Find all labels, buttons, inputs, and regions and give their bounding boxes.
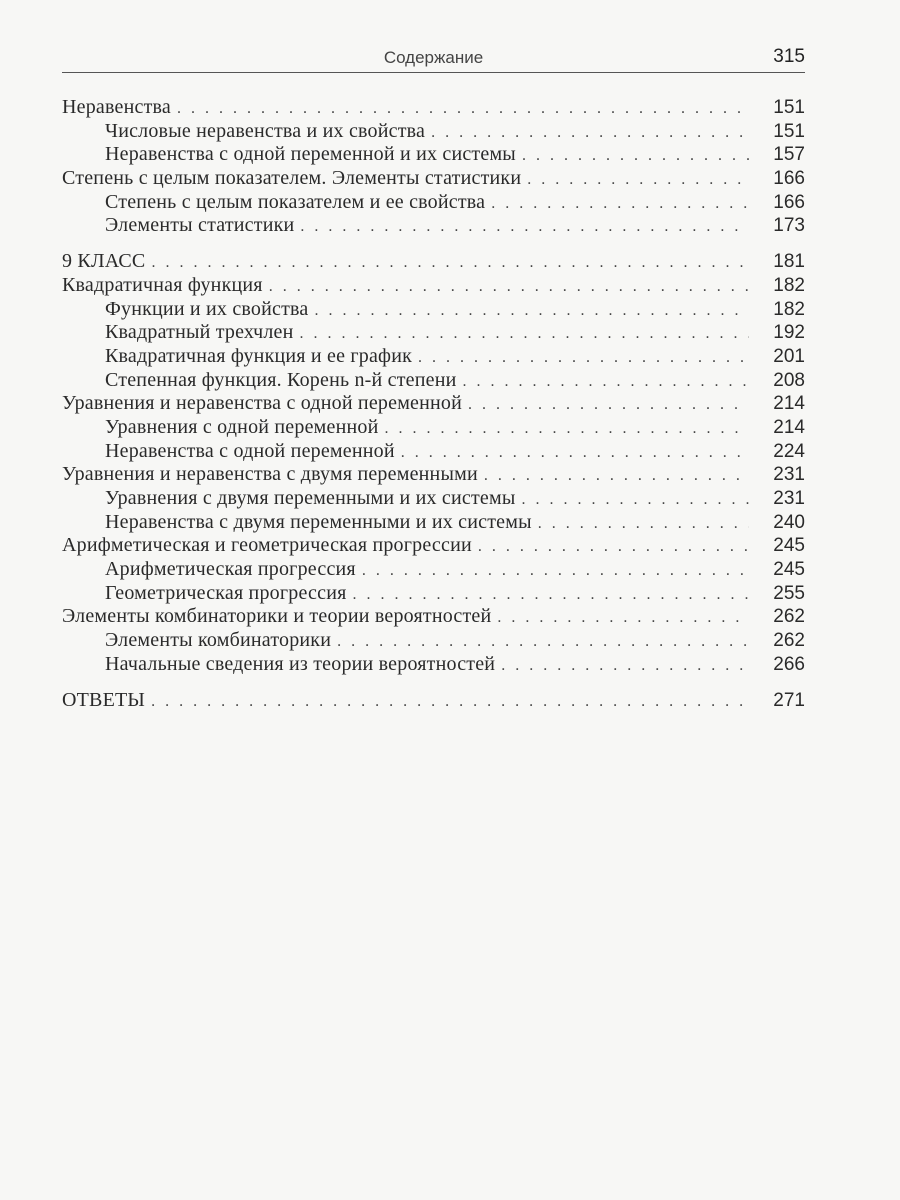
toc-entry-title: Элементы комбинаторики	[105, 629, 332, 652]
toc-entry-integer-power-properties	[62, 191, 805, 215]
toc-entry-page: 157	[773, 144, 805, 166]
toc-entry-title: Степень с целым показателем и ее свойства	[105, 190, 486, 213]
toc-entry-page: 214	[773, 393, 805, 415]
toc-entry-title: Уравнения и неравенства с одной переменной	[62, 392, 463, 415]
toc-leader-dots	[431, 121, 749, 145]
toc-entry-title: 9 КЛАСС	[62, 250, 146, 273]
toc-entry-progressions	[62, 534, 805, 558]
toc-leader-dots	[418, 346, 749, 370]
toc-entry-title: Степенная функция. Корень n-й степени	[105, 368, 457, 391]
toc-entry-combinatorics-probability	[62, 605, 805, 629]
table-of-contents	[62, 96, 805, 712]
toc-entry-page: 262	[773, 606, 805, 628]
toc-leader-dots	[362, 559, 749, 583]
toc-entry-power-function	[62, 369, 805, 393]
toc-entry-statistics	[62, 214, 805, 238]
toc-leader-dots	[401, 441, 749, 465]
toc-entry-title: Неравенства с двумя переменными и их системы	[105, 510, 532, 533]
toc-entry-page: 266	[773, 653, 805, 675]
toc-entry-page: 255	[773, 582, 805, 604]
toc-entry-answers	[62, 689, 805, 713]
toc-entry-quadratic-trinomial	[62, 321, 805, 345]
toc-entry-combinatorics	[62, 629, 805, 653]
toc-entry-title: Начальные сведения из теории вероятностей	[105, 652, 496, 675]
toc-leader-dots	[538, 512, 749, 536]
toc-leader-dots	[151, 251, 749, 275]
toc-entry-probability-basics	[62, 653, 805, 677]
toc-entry-title: Элементы комбинаторики и теории вероятностей	[62, 605, 492, 628]
toc-entry-page: 173	[773, 215, 805, 237]
toc-entry-page: 192	[773, 322, 805, 344]
toc-entry-geometric-progression	[62, 582, 805, 606]
toc-entry-page: 182	[773, 298, 805, 320]
toc-entry-functions-properties	[62, 298, 805, 322]
toc-entry-title: Арифметическая прогрессия	[105, 558, 356, 581]
toc-entry-title: Уравнения и неравенства с двумя переменными	[62, 463, 478, 486]
toc-leader-dots	[337, 630, 749, 654]
toc-entry-page: 182	[773, 274, 805, 296]
toc-leader-dots	[300, 322, 749, 346]
toc-entry-integer-power	[62, 167, 805, 191]
toc-entry-numeric-inequalities	[62, 120, 805, 144]
toc-entry-page: 231	[773, 464, 805, 486]
toc-leader-dots	[315, 299, 750, 323]
toc-entry-two-variable-inequalities	[62, 511, 805, 535]
toc-entry-page: 151	[773, 120, 805, 142]
toc-entry-one-variable-equations	[62, 416, 805, 440]
header-page-number: 315	[773, 46, 805, 67]
toc-leader-dots	[463, 370, 749, 394]
toc-entry-quadratic-function	[62, 274, 805, 298]
toc-entry-page: 201	[773, 345, 805, 367]
toc-entry-page: 245	[773, 535, 805, 557]
toc-entry-title: Числовые неравенства и их свойства	[105, 119, 426, 142]
toc-entry-one-variable-equations-inequalities	[62, 392, 805, 416]
toc-entry-page: 224	[773, 440, 805, 462]
toc-entry-title: Квадратичная функция	[62, 273, 263, 296]
toc-entry-title: Неравенства с одной переменной и их системы	[105, 143, 516, 166]
toc-leader-dots	[522, 144, 749, 168]
toc-leader-dots	[385, 417, 750, 441]
toc-leader-dots	[501, 654, 749, 678]
toc-entry-title: Неравенства	[62, 96, 171, 118]
toc-entry-title: Арифметическая и геометрическая прогрессии	[62, 534, 472, 557]
toc-leader-dots	[269, 275, 749, 299]
toc-entry-page: 166	[773, 191, 805, 213]
toc-entry-title: Квадратный трехчлен	[105, 321, 294, 344]
toc-entry-title: ОТВЕТЫ	[62, 688, 146, 711]
toc-leader-dots	[478, 535, 749, 559]
running-header	[62, 44, 805, 73]
toc-entry-one-variable-inequalities-2	[62, 440, 805, 464]
toc-leader-dots	[151, 690, 749, 714]
toc-leader-dots	[300, 215, 749, 239]
toc-entry-title: Уравнения с одной переменной	[105, 415, 379, 438]
toc-entry-page: 231	[773, 488, 805, 509]
toc-leader-dots	[527, 168, 749, 192]
toc-leader-dots	[497, 606, 749, 630]
toc-entry-title: Квадратичная функция и ее график	[105, 344, 413, 367]
toc-entry-page: 181	[773, 251, 805, 273]
toc-entry-title: Неравенства с одной переменной	[105, 439, 395, 462]
toc-entry-page: 271	[773, 689, 805, 711]
toc-entry-page: 166	[773, 168, 805, 190]
toc-entry-grade-9	[62, 250, 805, 274]
toc-leader-dots	[177, 97, 749, 121]
toc-leader-dots	[491, 192, 749, 216]
toc-entry-title: Уравнения с двумя переменными и их системы	[105, 487, 516, 509]
toc-entry-page: 214	[773, 416, 805, 438]
toc-entry-title: Элементы статистики	[105, 214, 295, 237]
toc-entry-inequalities	[62, 96, 805, 120]
toc-entry-title: Геометрическая прогрессия	[105, 581, 347, 604]
toc-entry-page: 245	[773, 559, 805, 581]
toc-entry-page: 262	[773, 630, 805, 652]
toc-entry-title: Степень с целым показателем. Элементы статистики	[62, 167, 522, 190]
toc-entry-one-variable-inequalities	[62, 143, 805, 167]
toc-entry-page: 240	[773, 511, 805, 533]
toc-entry-quadratic-graph	[62, 345, 805, 369]
toc-leader-dots	[353, 583, 750, 607]
toc-leader-dots	[468, 393, 749, 417]
toc-entry-page: 208	[773, 369, 805, 391]
toc-leader-dots	[521, 488, 749, 512]
header-title: Содержание	[383, 48, 484, 67]
toc-entry-arithmetic-progression	[62, 558, 805, 582]
toc-entry-title: Функции и их свойства	[105, 297, 309, 320]
toc-leader-dots	[484, 464, 749, 488]
toc-entry-page: 151	[773, 97, 805, 118]
toc-entry-two-variable-equations-inequalities	[62, 463, 805, 487]
toc-entry-two-variable-equations	[62, 487, 805, 511]
